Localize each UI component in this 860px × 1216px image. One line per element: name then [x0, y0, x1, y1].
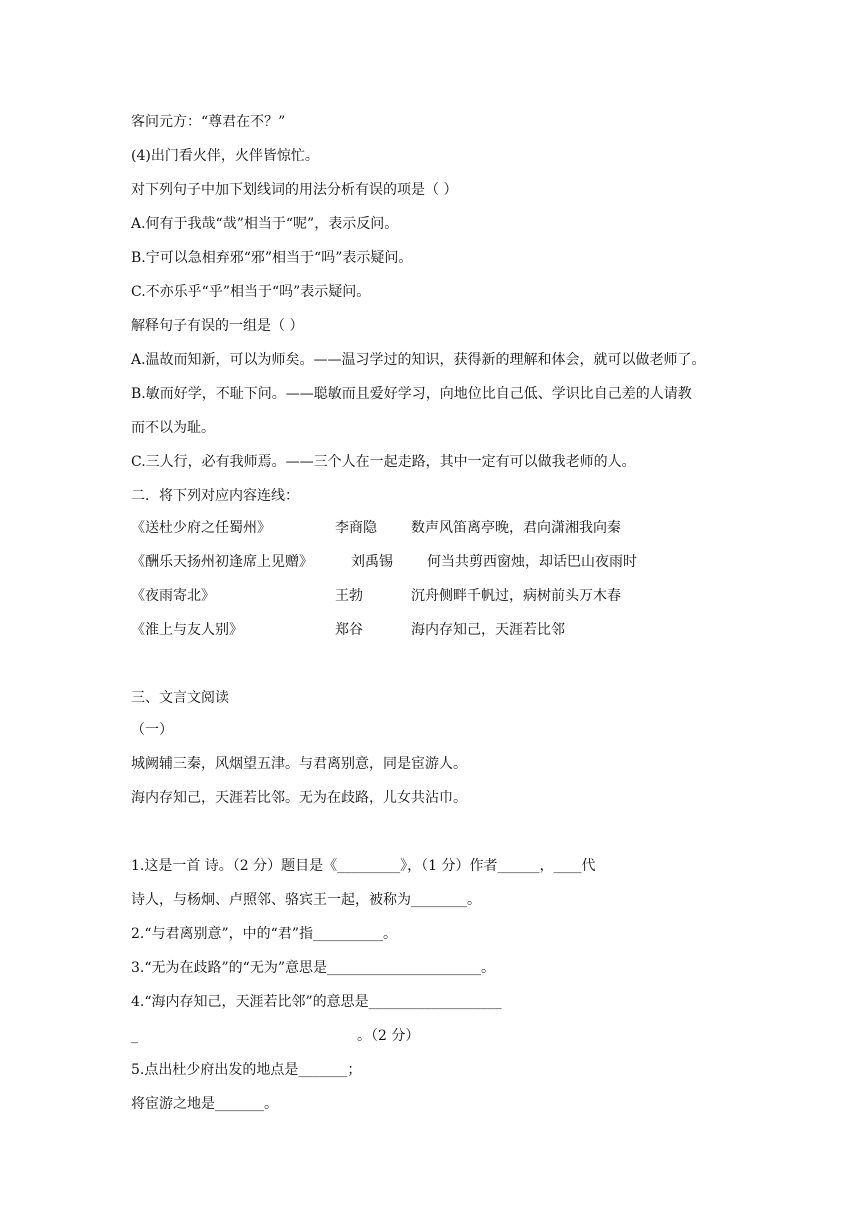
- poem-verse: 何当共剪西窗烛，却话巴山夜雨时: [427, 554, 637, 570]
- text-line: 客问元方：“尊君在不？”: [131, 114, 286, 130]
- question-5: 5.点出杜少府出发的地点是_______；: [131, 1062, 362, 1078]
- question-4-points: 。（2 分）: [357, 1028, 420, 1044]
- poem-text: 海内存知己，天涯若比邻。无为在歧路，儿女共沾巾。: [131, 790, 467, 806]
- option-c: C.三人行，必有我师焉。——三个人在一起走路，其中一定有可以做我老师的人。: [131, 454, 636, 470]
- option-a: A.何有于我哉“哉”相当于“呢”，表示反问。: [131, 216, 399, 232]
- poem-title: 《送杜少府之任蜀州》: [131, 520, 271, 536]
- poem-verse: 沉舟侧畔千帆过，病树前头万木春: [411, 588, 621, 604]
- question-1: 1.这是一首 诗。（2 分）题目是《_________》，（1 分）作者______，____代: [131, 858, 596, 874]
- question-5-continued: 将宦游之地是_______。: [131, 1096, 278, 1112]
- poem-title: 《夜雨寄北》: [131, 588, 215, 604]
- poem-author: 郑谷: [335, 622, 363, 638]
- question-stem: 解释句子有误的一组是（ ）: [131, 318, 304, 334]
- subsection-heading: （一）: [131, 722, 173, 738]
- section-heading: 二．将下列对应内容连线：: [131, 488, 299, 504]
- section-heading: 三、文言文阅读: [131, 690, 229, 706]
- option-a: A.温故而知新，可以为师矣。——温习学过的知识，获得新的理解和体会，就可以做老师了。: [131, 352, 706, 368]
- question-4: 4.“海内存知己，天涯若比邻”的意思是___________________: [131, 994, 502, 1010]
- answer-blank: _: [131, 1028, 138, 1044]
- question-3: 3.“无为在歧路”的“无为”意思是______________________。: [131, 960, 495, 976]
- question-stem: 对下列句子中加下划线词的用法分析有误的项是（ ）: [131, 182, 458, 198]
- poem-text: 城阙辅三秦，风烟望五津。与君离别意，同是宦游人。: [131, 756, 467, 772]
- option-b: B.宁可以急相弃邪“邪”相当于“吗”表示疑问。: [131, 250, 413, 266]
- poem-author: 王勃: [335, 588, 363, 604]
- question-2: 2.“与君离别意”，中的“君”指__________。: [131, 926, 397, 942]
- question-1-continued: 诗人，与杨炯、卢照邻、骆宾王一起，被称为________。: [131, 892, 481, 908]
- option-c: C.不亦乐乎“乎”相当于“吗”表示疑问。: [131, 284, 371, 300]
- option-b: B.敏而好学，不耻下问。——聪敏而且爱好学习，向地位比自己低、学识比自己差的人请教: [131, 386, 692, 402]
- poem-author: 刘禹锡: [351, 554, 393, 570]
- poem-title: 《淮上与友人别》: [131, 622, 243, 638]
- poem-verse: 数声风笛离亭晚，君向潇湘我向秦: [411, 520, 621, 536]
- option-b-continued: 而不以为耻。: [131, 420, 215, 436]
- poem-verse: 海内存知己，天涯若比邻: [411, 622, 565, 638]
- text-line: (4)出门看火伴，火伴皆惊忙。: [131, 148, 319, 164]
- poem-title: 《酬乐天扬州初逢席上见赠》: [131, 554, 313, 570]
- poem-author: 李商隐: [335, 520, 377, 536]
